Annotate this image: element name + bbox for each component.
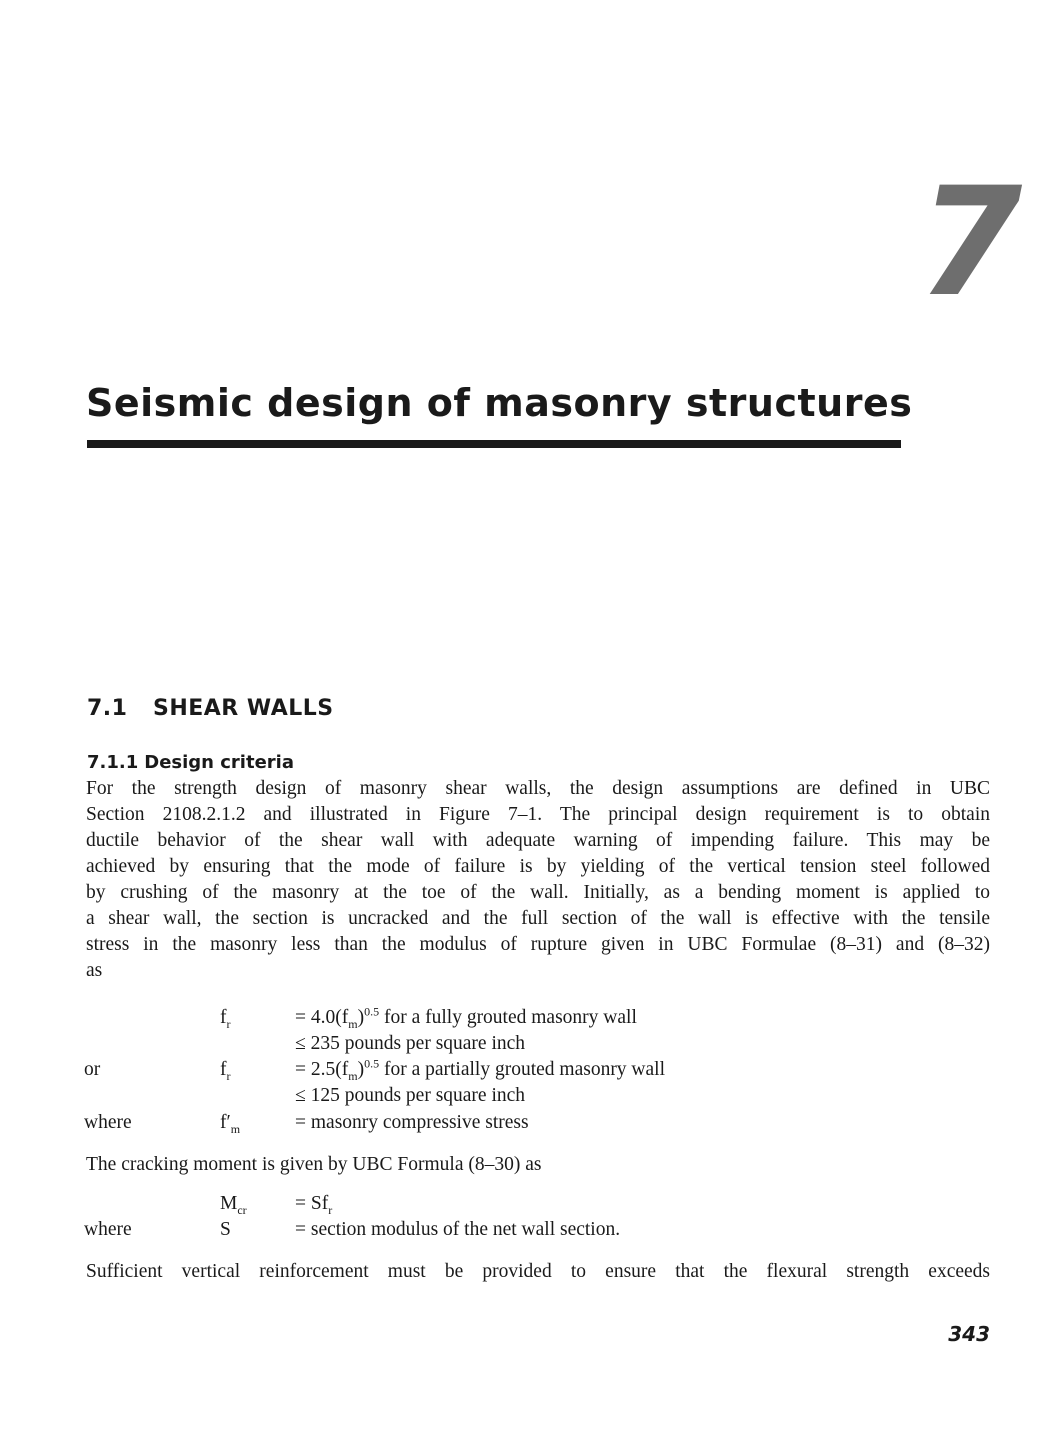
equation-fr-partially-grouted-limit [0,1083,1054,1109]
paragraph-line: stress in the masonry less than the modulus of rupture given in UBC Formulae (8–31) and (8–32) [86,934,990,955]
chapter-title: Seismic design of masonry structures [86,381,913,425]
body-paragraph-reinforcement [86,1259,990,1285]
equation-relation: = $4.0(f_m)^{0.5}$ for a fully grouted masonry wall [295,1004,637,1031]
paragraph-line: Sufficient vertical reinforcement must be provided to ensure that the flexural strength exceeds [86,1261,990,1282]
paragraph-line: achieved by ensuring that the mode of failure is by yielding of the vertical tension steel followed [86,856,990,877]
section-heading [87,694,334,724]
equation-symbol: S [220,1219,231,1240]
body-paragraph-cracking-moment: The cracking moment is given by UBC Formula (8–30) as [86,1154,542,1175]
subsection-title: Design criteria [144,752,294,773]
paragraph-line: Section 2108.2.1.2 and illustrated in Figure 7–1. The principal design requirement is to obtain [86,804,990,825]
equation-symbol: $f'_m$ [220,1112,241,1136]
equation-lead-word: where [84,1219,132,1240]
section-title: SHEAR WALLS [153,696,334,721]
equation-lead-word: where [84,1112,132,1133]
equation-symbol: $f_r$ [220,1059,231,1083]
subsection-number: 7.1.1 [87,752,139,773]
equation-relation: ≤ 125 pounds per square inch [295,1085,526,1106]
equation-fr-fully-grouted [0,1005,1054,1031]
equation-fm-definition [0,1110,1054,1136]
section-number: 7.1 [87,696,128,721]
equation-lead-word: or [84,1059,101,1080]
paragraph-line: by crushing of the masonry at the toe of the wall. Initially, as a bending moment is applied to [86,882,990,903]
equation-fr-fully-grouted-limit [0,1031,1054,1057]
equation-relation: = $Sf_r$ [295,1193,333,1217]
paragraph-line: For the strength design of masonry shear walls, the design assumptions are defined in UBC [86,778,990,799]
body-paragraph-design-criteria [86,776,990,984]
equation-relation: = section modulus of the net wall section. [295,1219,621,1240]
equation-s-definition [0,1217,1054,1243]
paragraph-line: a shear wall, the section is uncracked and the full section of the wall is effective with the tensile [86,908,990,929]
equation-relation: = $2.5(f_m)^{0.5}$ for a partially grouted masonry wall [295,1056,666,1083]
equation-symbol: $M_{cr}$ [220,1193,247,1217]
paragraph-line: as [86,960,103,981]
equation-symbol: $f_r$ [220,1007,231,1031]
chapter-number: 7 [918,156,1023,330]
equation-mcr [0,1191,1054,1217]
page-number: 343 [948,1322,990,1346]
equation-relation: = masonry compressive stress [295,1112,529,1133]
subsection-heading [87,751,294,775]
paragraph-line: ductile behavior of the shear wall with adequate warning of impending failure. This may be [86,830,990,851]
equation-fr-partially-grouted [0,1057,1054,1083]
title-rule [87,440,901,448]
equation-relation: ≤ 235 pounds per square inch [295,1033,526,1054]
